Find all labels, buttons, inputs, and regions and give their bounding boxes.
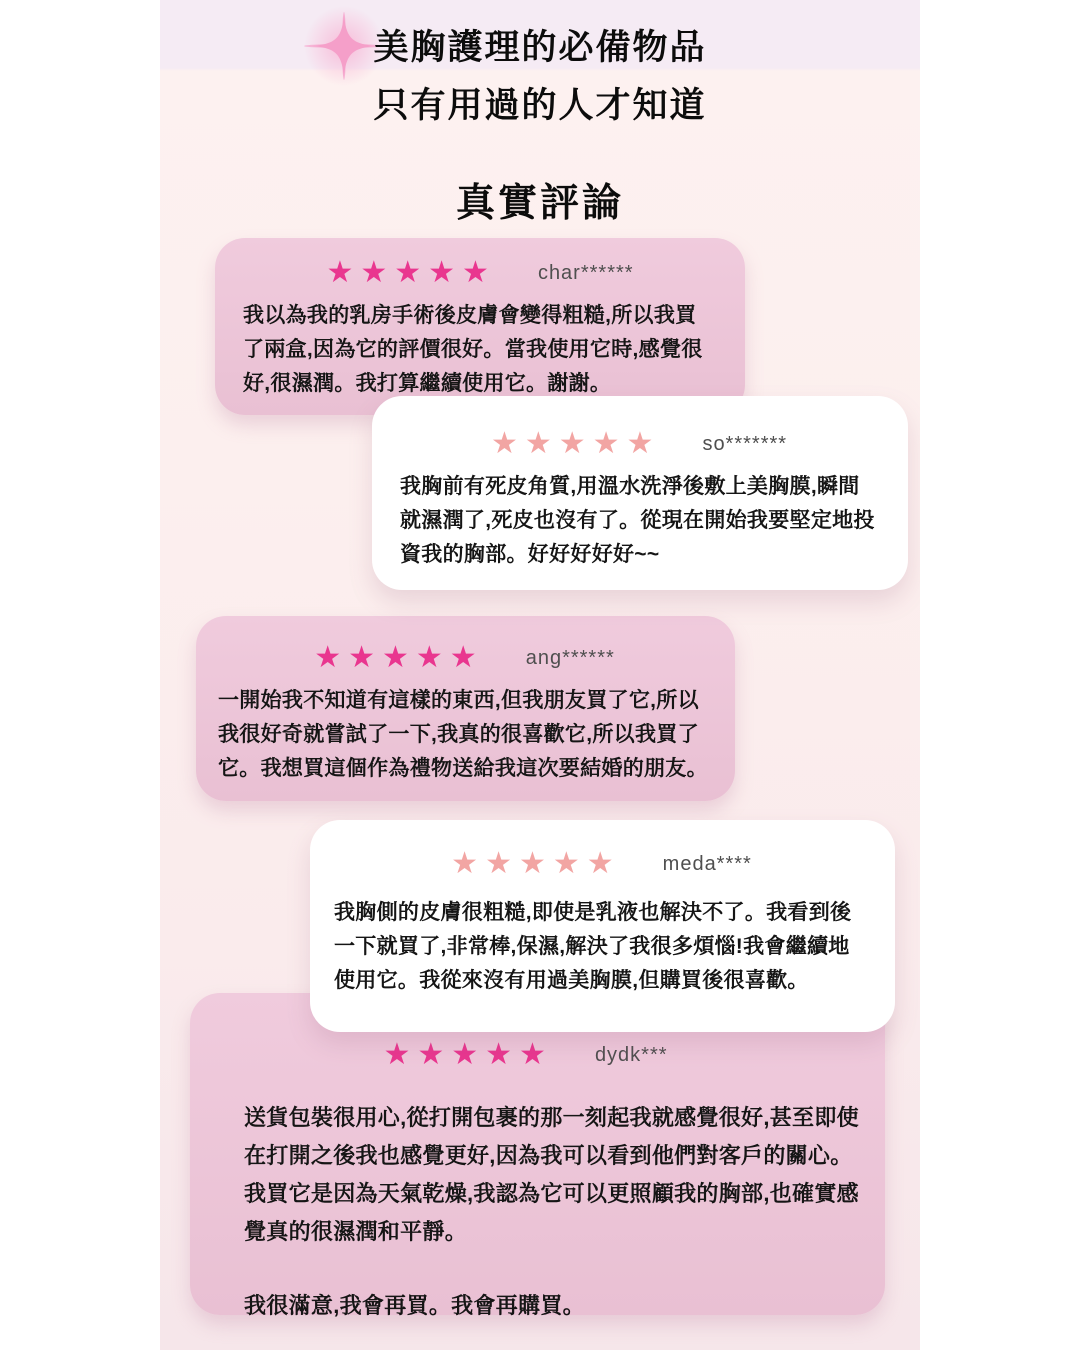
- promo-canvas: [160, 0, 920, 1350]
- reviewer-username: so*******: [702, 433, 788, 455]
- review-text: 我胸前有死皮角質,用溫水洗淨後敷上美胸膜,瞬間就濕潤了,死皮也沒有了。從現在開始我要堅定地投資我的胸部。好好好好好~~: [400, 475, 875, 566]
- five-star-rating-icon: ★★★★★: [314, 641, 484, 674]
- rating-row: [216, 1037, 835, 1073]
- reviewer-username: char******: [537, 262, 634, 284]
- five-star-rating-icon: ★★★★★: [383, 1038, 553, 1071]
- review-card-1: [215, 238, 745, 415]
- reviewer-username: meda****: [662, 853, 752, 875]
- review-card-5: [190, 993, 885, 1318]
- review-card-4: [310, 820, 895, 1032]
- five-star-rating-icon: ★★★★★: [490, 427, 661, 460]
- review-text: 我胸側的皮膚很粗糙,即使是乳液也解決不了。我看到後一下就買了,非常棒,保濕,解決了我很多煩惱!我會繼續地使用它。我從來沒有用過美胸膜,但購買後很喜歡。: [334, 901, 852, 992]
- page-title-line2: 只有用過的人才知道: [373, 86, 707, 125]
- review-text-paragraph2: 我很滿意,我會再買。我會再購買。: [244, 1293, 585, 1318]
- review-card-3: [196, 616, 735, 801]
- review-card-2: [372, 396, 908, 590]
- rating-row: [400, 426, 878, 462]
- five-star-rating-icon: ★★★★★: [451, 847, 621, 880]
- rating-row: [334, 846, 869, 882]
- reviewer-username: dydk***: [594, 1044, 668, 1066]
- five-star-rating-icon: ★★★★★: [326, 256, 496, 289]
- review-text: 我以為我的乳房手術後皮膚會變得粗糙,所以我買了兩盒,因為它的評價很好。當我使用它時,感覺很好,很濕潤。我打算繼續使用它。謝謝。: [243, 304, 703, 395]
- reviewer-username: ang******: [525, 647, 615, 669]
- review-text: 送貨包裝很用心,從打開包裹的那一刻起我就感覺很好,甚至即使在打開之後我也感覺更好,因為我可以看到他們對客戶的關心。我買它是因為天氣乾燥,我認為它可以更照顧我的胸部,也確實感覺真的很濕潤和平靜。: [244, 1105, 859, 1244]
- review-text: 一開始我不知道有這樣的東西,但我朋友買了它,所以我很好奇就嘗試了一下,我真的很喜歡它,所以我買了它。我想買這個作為禮物送給我這次要結婚的朋友。: [218, 689, 708, 780]
- section-heading: 真實評論: [455, 182, 624, 225]
- rating-row: [243, 255, 717, 291]
- rating-row: [218, 640, 711, 676]
- page-title-line1: 美胸護理的必備物品: [373, 28, 707, 67]
